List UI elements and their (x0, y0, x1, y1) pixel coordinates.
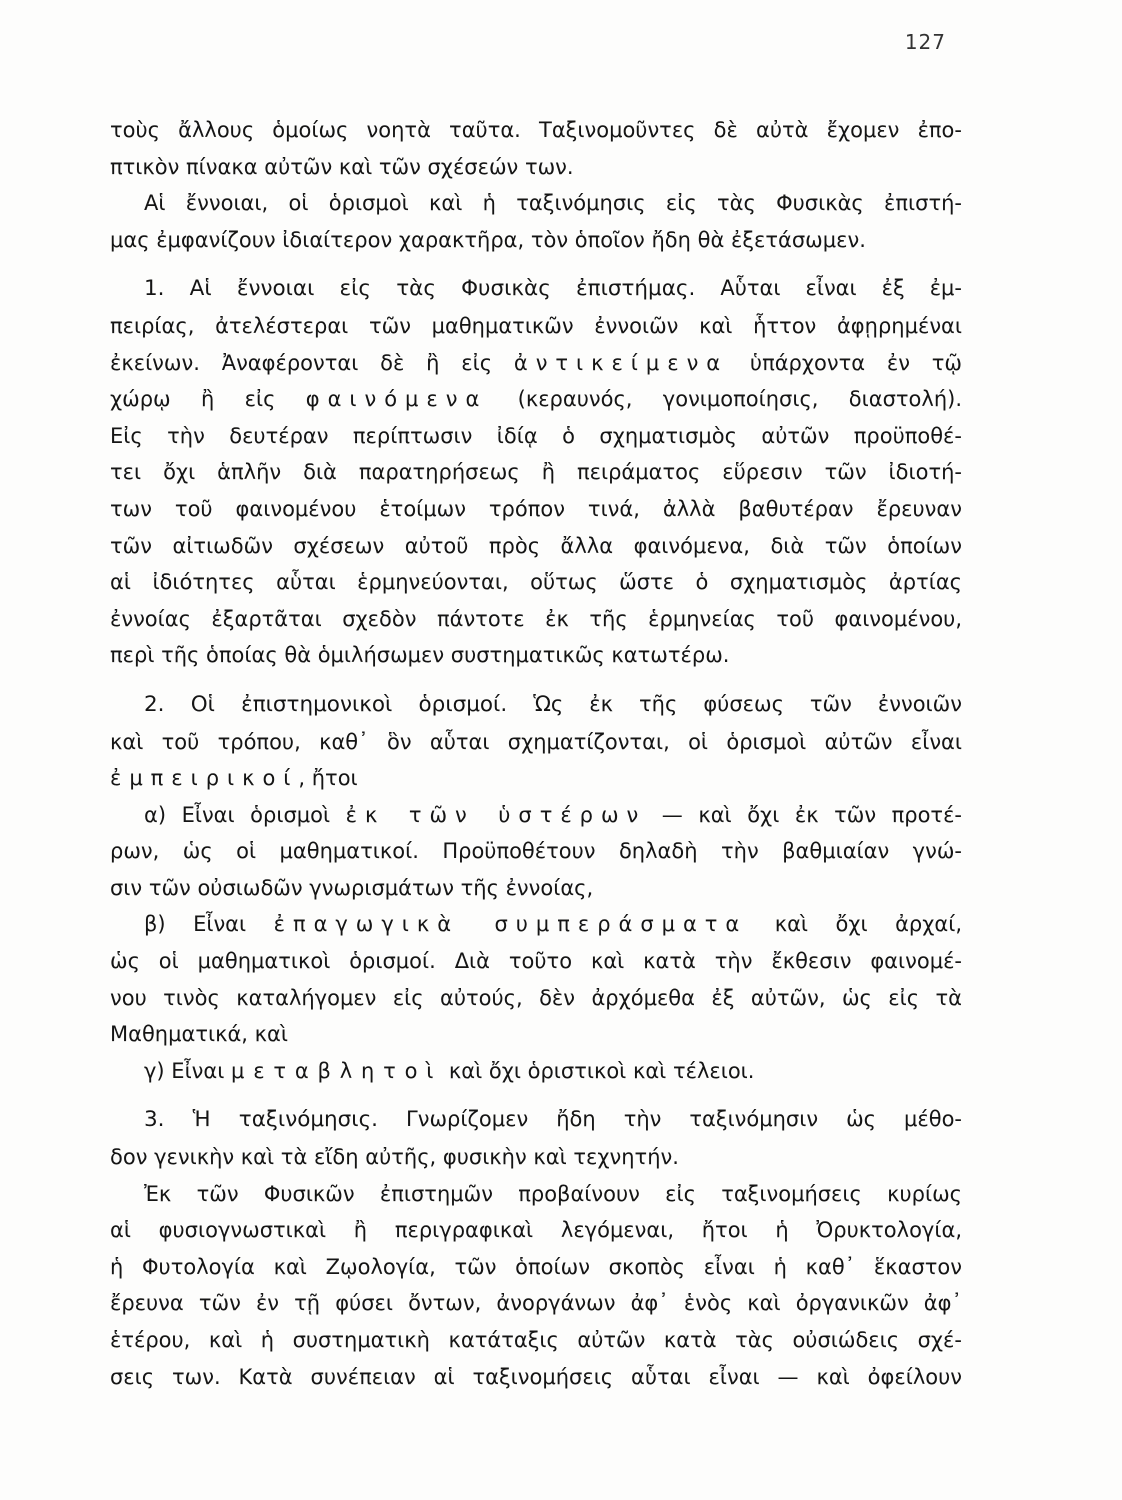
text-line: δον γενικὴν καὶ τὰ εἴδη αὐτῆς, φυσικὴν καὶ τεχνητήν. (110, 1145, 679, 1170)
text-line: μας ἐμφανίζουν ἰδιαίτερον χαρακτῆρα, τὸν ὁποῖον ἤδη θὰ ἐξετάσωμεν. (110, 227, 866, 252)
text-span: Ὡς ἐκ τῆς φύσεως τῶν ἐννοιῶν (507, 691, 962, 716)
section-heading-2: 2. Οἱ ἐπιστημονικοὶ ὁρισμοί. (144, 691, 508, 717)
text-line: καὶ τοῦ τρόπου, καθ᾽ ὃν αὗται σχηματίζονται, οἱ ὁρισμοὶ αὐτῶν εἶναι (110, 729, 962, 754)
text-line: ἑτέρου, καὶ ἡ συστηματικὴ κατάταξις αὐτῶν κατὰ τὰς οὐσιώδεις σχέ- (110, 1328, 962, 1352)
spaced-emphasis: φαινόμενα (305, 387, 488, 412)
text-line: ἡ Φυτολογία καὶ Ζῳολογία, τῶν ὁποίων σκοπὸς εἶναι ἡ καθ᾽ ἕκαστον (110, 1254, 962, 1279)
text-line: ρων, ὡς οἱ μαθηματικοί. Προϋποθέτουν δηλαδὴ τὴν βαθμιαίαν γνώ- (110, 839, 962, 864)
text-line: πτικὸν πίνακα αὐτῶν καὶ τῶν σχέσεών των. (110, 154, 574, 179)
page-number: 127 (904, 30, 946, 54)
text-line (110, 906, 962, 943)
text-span: χώρῳ ἢ εἰς (110, 387, 306, 412)
text-line: τῶν αἰτιωδῶν σχέσεων αὐτοῦ πρὸς ἄλλα φαινόμενα, διὰ τῶν ὁποίων (110, 533, 962, 558)
text-span: γ) Εἶναι (144, 1058, 232, 1083)
text-span: ἐκείνων. Ἀναφέρονται δὲ ἢ εἰς (110, 350, 514, 375)
text-line (110, 797, 962, 834)
text-line: περὶ τῆς ὁποίας θὰ ὁμιλήσωμεν συστηματικῶς κατωτέρω. (110, 643, 730, 668)
text-span: ὑπάρχοντα ἐν τῷ (728, 350, 962, 375)
text-span: β) Εἶναι (144, 912, 274, 937)
text-line (110, 760, 962, 797)
text-span: καὶ ὄχι ὁριστικοὶ καὶ τέλειοι. (442, 1058, 755, 1083)
spaced-emphasis: μεταβλητοὶ (231, 1058, 443, 1083)
text-line: αἱ φυσιογνωστικαὶ ἢ περιγραφικαὶ λεγόμεναι, ἤτοι ἡ Ὀρυκτολογία, (110, 1218, 962, 1243)
text-line: Αἱ ἔννοιαι, οἱ ὁρισμοὶ καὶ ἡ ταξινόμησις εἰς τὰς Φυσικὰς ἐπιστή- (144, 191, 962, 216)
text-line: Ἐκ τῶν Φυσικῶν ἐπιστημῶν προβαίνουν εἰς ταξινομήσεις κυρίως (144, 1181, 962, 1206)
text-line: τει ὄχι ἁπλῆν διὰ παρατηρήσεως ἢ πειράματος εὕρεσιν τῶν ἰδιοτή- (110, 460, 962, 485)
text-line: σεις των. Κατὰ συνέπειαν αἱ ταξινομήσεις αὗται εἶναι — καὶ ὀφείλουν (110, 1364, 962, 1389)
text-span: α) Εἶναι ὁρισμοὶ (144, 802, 346, 827)
text-line: Μαθηματικά, καὶ (110, 1022, 288, 1047)
section-heading-1: 1. Αἱ ἔννοιαι εἰς τὰς Φυσικὰς ἐπιστήμας. (144, 276, 696, 302)
section-heading-3: 3. Ἡ ταξινόμησις. (144, 1107, 379, 1133)
text-line: νου τινὸς καταλήγομεν εἰς αὐτούς, δὲν ἀρχόμεθα ἐξ αὐτῶν, ὡς εἰς τὰ (110, 985, 962, 1010)
spaced-emphasis: ἐπαγωγικὰ συμπεράσματα (273, 912, 748, 937)
text-span: Αὗται εἶναι ἐξ ἐμ- (695, 276, 962, 301)
text-line: ὡς οἱ μαθηματικοὶ ὁρισμοί. Διὰ τοῦτο καὶ κατὰ τὴν ἔκθεσιν φαινομέ- (110, 949, 962, 974)
text-line (110, 345, 962, 382)
text-line (110, 270, 962, 308)
text-span: καὶ ὄχι ἀρχαί, (747, 912, 962, 937)
spaced-emphasis: ἐμπειρικοί (110, 766, 299, 791)
text-line (110, 1053, 962, 1090)
text-line (110, 1101, 962, 1139)
text-line: των τοῦ φαινομένου ἑτοίμων τρόπον τινά, ἀλλὰ βαθυτέραν ἔρευναν (110, 496, 962, 521)
text-line: τοὺς ἄλλους ὁμοίως νοητὰ ταῦτα. Ταξινομοῦντες δὲ αὐτὰ ἔχομεν ἐπο- (110, 118, 962, 142)
text-line: ἐννοίας ἐξαρτᾶται σχεδὸν πάντοτε ἐκ τῆς ἑρμηνείας τοῦ φαινομένου, (110, 606, 962, 631)
text-line (110, 381, 962, 418)
body-text (110, 112, 962, 1395)
text-span: Γνωρίζομεν ἤδη τὴν ταξινόμησιν ὡς μέθο- (378, 1107, 962, 1132)
text-line: Εἰς τὴν δευτέραν περίπτωσιν ἰδίᾳ ὁ σχηματισμὸς αὐτῶν προϋποθέ- (110, 423, 962, 448)
text-span: — καὶ ὄχι ἐκ τῶν προτέ- (646, 802, 963, 827)
text-span: (κεραυνός, γονιμοποίησις, διαστολή). (487, 387, 963, 412)
text-line (110, 686, 962, 724)
text-line: ἔρευνα τῶν ἐν τῇ φύσει ὄντων, ἀνοργάνων ἀφ᾽ ἑνὸς καὶ ὀργανικῶν ἀφ᾽ (110, 1291, 962, 1316)
text-span: , ἤτοι (298, 766, 358, 791)
spaced-emphasis: ἐκ τῶν ὑστέρων (345, 802, 647, 827)
text-line: αἱ ἰδιότητες αὗται ἑρμηνεύονται, οὕτως ὥστε ὁ σχηματισμὸς ἀρτίας (110, 570, 962, 595)
text-line: σιν τῶν οὐσιωδῶν γνωρισμάτων τῆς ἐννοίας, (110, 875, 594, 900)
text-line: πειρίας, ἀτελέστεραι τῶν μαθηματικῶν ἐννοιῶν καὶ ἧττον ἀφῃρημέναι (110, 313, 962, 338)
spaced-emphasis: ἀντικείμενα (513, 350, 729, 375)
